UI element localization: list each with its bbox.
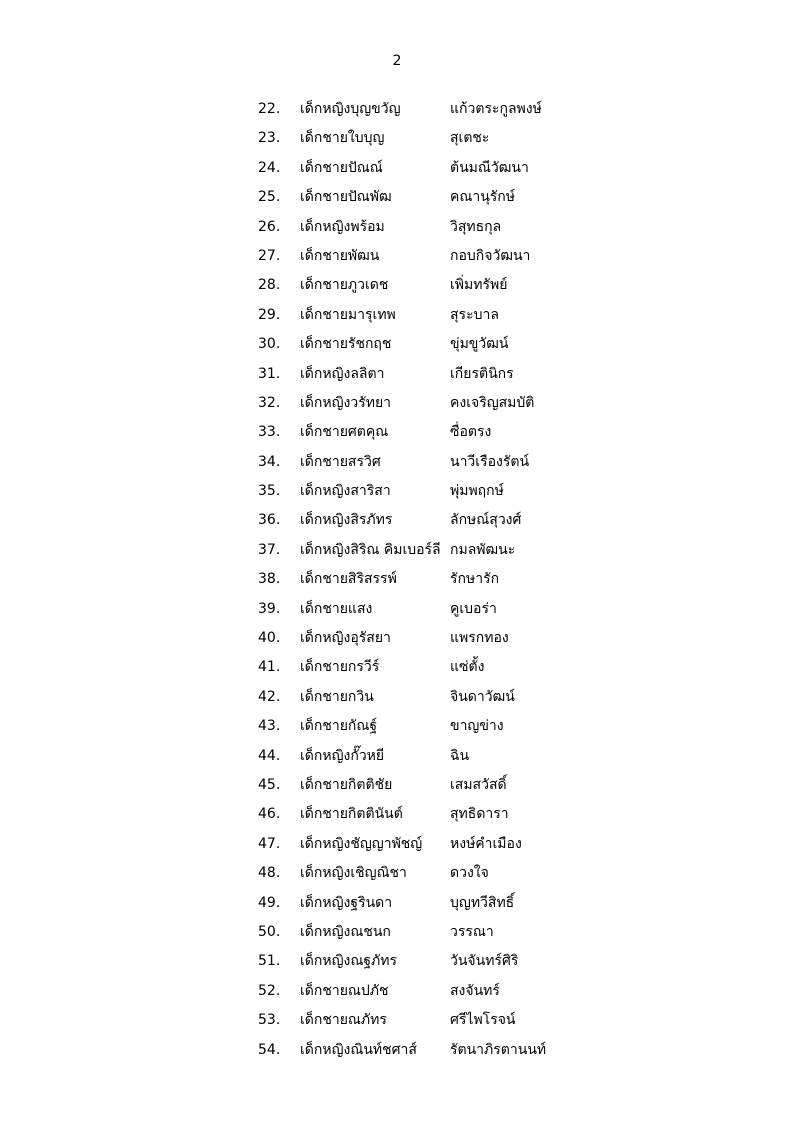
- entry-name: เด็กชายสรวิศ: [300, 453, 381, 470]
- entry-name: เด็กชายศตคุณ: [300, 424, 389, 441]
- entry-number: 36.: [258, 512, 281, 529]
- entry-surname: สุทธิดารา: [450, 806, 509, 823]
- entry-name: เด็กชายภูวเดช: [300, 277, 389, 294]
- entry-name: เด็กหญิงสาริสา: [300, 483, 391, 500]
- list-item: [0, 889, 794, 918]
- entry-name: เด็กชายกิตตินันต์: [300, 806, 403, 823]
- entry-name: เด็กหญิงณฐภัทร: [300, 953, 398, 970]
- entry-surname: แก้วตระกูลพงษ์: [450, 101, 542, 117]
- entry-number: 52.: [258, 982, 281, 999]
- entry-surname: รักษารัก: [450, 571, 500, 588]
- entry-name: เด็กชายรัชกฤช: [300, 336, 392, 353]
- list-item: [0, 947, 794, 976]
- list-item: [0, 183, 794, 212]
- list-item: [0, 742, 794, 771]
- entry-number: 30.: [258, 336, 281, 353]
- entry-number: 35.: [258, 483, 281, 500]
- entry-name: เด็กหญิงกั๊วหยี: [300, 747, 385, 764]
- entry-name: เด็กชายกรวีร์: [300, 659, 380, 676]
- entry-surname: จินดาวัฒน์: [450, 688, 515, 705]
- entry-surname: ลักษณ์สุวงศ์: [450, 512, 522, 529]
- entry-surname: บุญทวีสิทธิ์: [450, 894, 515, 911]
- entry-name: เด็กชายสิริสรรพ์: [300, 571, 397, 588]
- entry-number: 50.: [258, 923, 281, 940]
- entry-number: 28.: [258, 277, 281, 294]
- entry-name: เด็กชายณปภัช: [300, 982, 389, 999]
- entry-number: 25.: [258, 189, 281, 206]
- list-item: [0, 1006, 794, 1035]
- list-item: [0, 389, 794, 418]
- entry-name: เด็กชายพัฒน: [300, 247, 380, 264]
- entry-surname: คูเบอร่า: [450, 600, 497, 617]
- entry-number: 51.: [258, 953, 281, 970]
- entry-surname: กมลพัฒนะ: [450, 541, 516, 558]
- entry-number: 40.: [258, 630, 281, 647]
- entry-surname: พุ่มพฤกษ์: [450, 483, 504, 500]
- entry-name: เด็กหญิงอุรัสยา: [300, 630, 391, 647]
- entry-name: เด็กหญิงณินท์ชศาส์: [300, 1041, 417, 1058]
- list-item: [0, 477, 794, 506]
- entry-number: 45.: [258, 776, 281, 793]
- entry-name: เด็กหญิงฐรินดา: [300, 894, 393, 911]
- list-item: [0, 271, 794, 300]
- entry-surname: ฉิน: [450, 747, 470, 764]
- entry-name: เด็กหญิงวรัทยา: [300, 394, 392, 411]
- entry-number: 41.: [258, 659, 281, 676]
- list-item: [0, 595, 794, 624]
- entry-surname: สงจันทร์: [450, 982, 500, 999]
- entry-name: เด็กหญิงบุญขวัญ: [300, 101, 401, 117]
- list-item: [0, 330, 794, 359]
- entry-name: เด็กชายปัณพัฒ: [300, 189, 392, 206]
- entry-number: 31.: [258, 365, 281, 382]
- list-item: [0, 565, 794, 594]
- list-item: [0, 360, 794, 389]
- entry-surname: แซ่ตั้ง: [450, 659, 485, 676]
- list-item: [0, 683, 794, 712]
- entry-number: 22.: [258, 101, 281, 117]
- entry-number: 26.: [258, 218, 281, 235]
- entry-surname: สุเตชะ: [450, 130, 490, 147]
- entry-surname: หงษ์คำเมือง: [450, 835, 522, 852]
- entry-surname: เพิ่มทรัพย์: [450, 277, 508, 294]
- entry-surname: กอบกิจวัฒนา: [450, 247, 531, 264]
- list-item: [0, 418, 794, 447]
- entry-number: 24.: [258, 159, 281, 176]
- page-number: 2: [392, 53, 402, 69]
- entry-name: เด็กหญิงณชนก: [300, 923, 391, 940]
- list-item: [0, 859, 794, 888]
- list-item: [0, 1036, 794, 1065]
- entry-surname: คณานุรักษ์: [450, 189, 516, 206]
- list-item: [0, 800, 794, 829]
- entry-number: 27.: [258, 247, 281, 264]
- entry-number: 37.: [258, 541, 281, 558]
- entry-name: เด็กชายแสง: [300, 600, 373, 617]
- entry-name: เด็กชายณภัทร: [300, 1012, 387, 1029]
- entry-surname: วันจันทร์ศิริ: [450, 953, 519, 970]
- list-item: [0, 771, 794, 800]
- entry-name: เด็กชายใบบุญ: [300, 130, 385, 147]
- entry-name: เด็กหญิงเชิญณิชา: [300, 865, 407, 882]
- entry-surname: วิสุทธกุล: [450, 218, 502, 235]
- entry-surname: วรรณา: [450, 923, 494, 940]
- list-item: [0, 653, 794, 682]
- entry-surname: เสมสวัสดิ์: [450, 776, 507, 793]
- entry-name: เด็กหญิงพร้อม: [300, 218, 385, 235]
- entry-surname: นาวีเรืองรัตน์: [450, 453, 530, 470]
- list-item: [0, 242, 794, 271]
- entry-number: 54.: [258, 1041, 281, 1058]
- entry-number: 53.: [258, 1012, 281, 1029]
- list-item: [0, 506, 794, 535]
- entry-number: 47.: [258, 835, 281, 852]
- entry-number: 43.: [258, 718, 281, 735]
- entry-surname: รัตนาภิรตานนท์: [450, 1041, 547, 1058]
- entry-surname: สุระบาล: [450, 306, 499, 323]
- list-item: [0, 918, 794, 947]
- entry-number: 23.: [258, 130, 281, 147]
- list-item: [0, 95, 794, 124]
- entry-number: 32.: [258, 394, 281, 411]
- entry-number: 38.: [258, 571, 281, 588]
- list-item: [0, 977, 794, 1006]
- entry-surname: ขุ่มขูวัฒน์: [450, 336, 509, 353]
- entry-number: 49.: [258, 894, 281, 911]
- entry-number: 42.: [258, 688, 281, 705]
- entry-name: เด็กชายกิตติชัย: [300, 776, 393, 793]
- entry-number: 39.: [258, 600, 281, 617]
- list-item: [0, 712, 794, 741]
- entry-surname: แพรกทอง: [450, 630, 509, 647]
- entry-surname: ศรีไพโรจน์: [450, 1012, 516, 1029]
- entry-number: 34.: [258, 453, 281, 470]
- list-item: [0, 154, 794, 183]
- list-item: [0, 124, 794, 153]
- list-item: [0, 624, 794, 653]
- entry-name: เด็กชายกัณฐ์: [300, 718, 378, 735]
- entry-number: 29.: [258, 306, 281, 323]
- name-list: [0, 95, 794, 1065]
- entry-surname: ขาญข่าง: [450, 718, 504, 735]
- list-item: [0, 301, 794, 330]
- entry-number: 48.: [258, 865, 281, 882]
- entry-number: 44.: [258, 747, 281, 764]
- list-item: [0, 448, 794, 477]
- list-item: [0, 536, 794, 565]
- entry-name: เด็กหญิงสิรภัทร: [300, 512, 393, 529]
- entry-number: 33.: [258, 424, 281, 441]
- entry-name: เด็กหญิงชัญญาพัชญ์: [300, 835, 423, 852]
- entry-number: 46.: [258, 806, 281, 823]
- entry-surname: คงเจริญสมบัติ: [450, 394, 535, 411]
- entry-surname: เกียรตินิกร: [450, 365, 514, 382]
- entry-name: เด็กชายมารุเทพ: [300, 306, 396, 323]
- list-item: [0, 213, 794, 242]
- entry-name: เด็กหญิงลลิตา: [300, 365, 385, 382]
- entry-name: เด็กชายปัณณ์: [300, 159, 383, 176]
- entry-surname: ดวงใจ: [450, 865, 489, 882]
- entry-surname: ซื่อตรง: [450, 424, 492, 441]
- entry-name: เด็กชายกวิน: [300, 688, 374, 705]
- entry-name: เด็กหญิงสิริณ คิมเบอร์ลี: [300, 541, 441, 558]
- list-item: [0, 830, 794, 859]
- entry-surname: ต้นมณีวัฒนา: [450, 159, 529, 176]
